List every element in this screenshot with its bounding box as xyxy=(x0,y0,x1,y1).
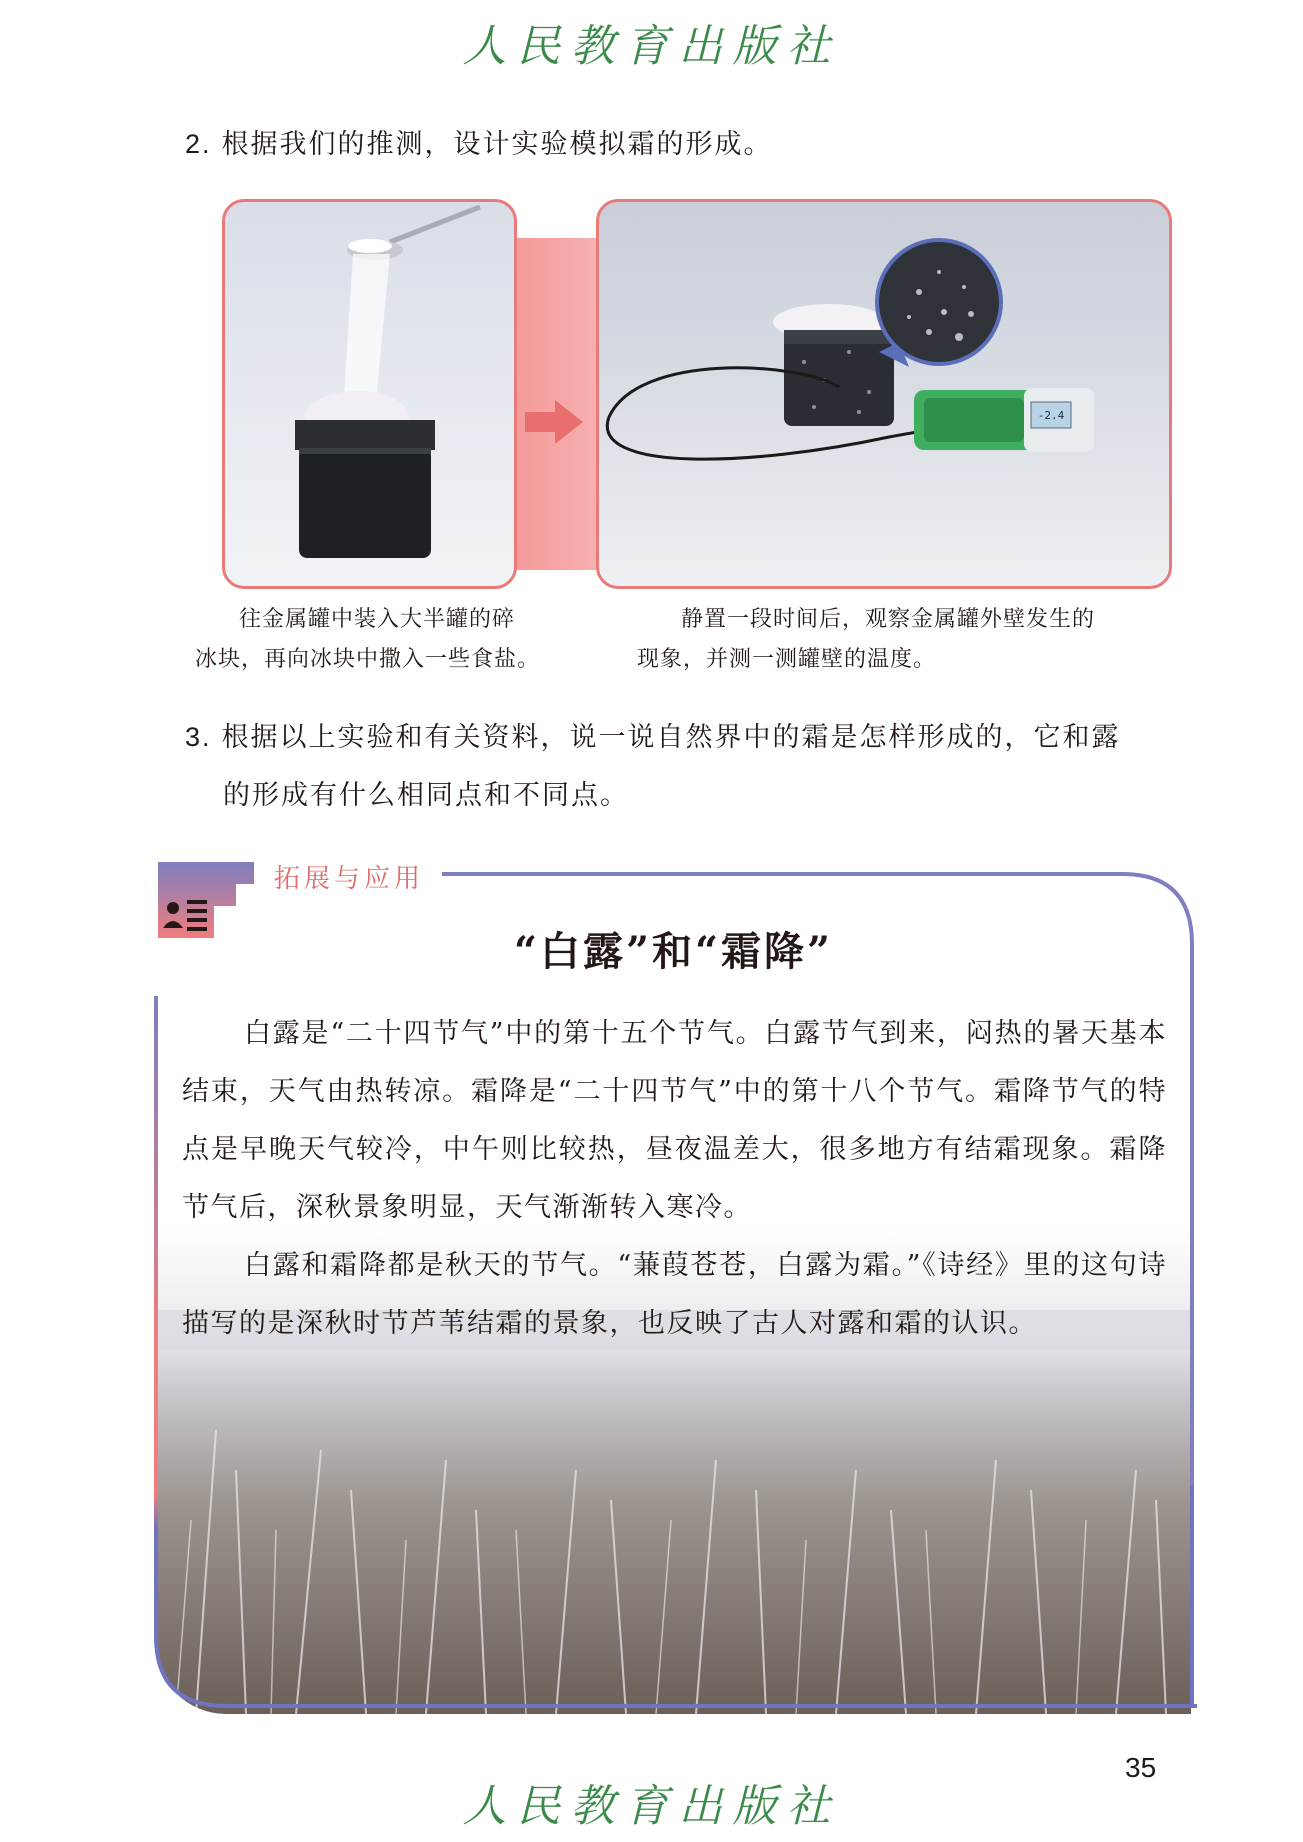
extension-title: “白露”和“霜降” xyxy=(513,928,834,975)
step-3-line-2: 的形成有什么相同点和不同点。 xyxy=(223,780,629,811)
step-3-number: 3. xyxy=(185,722,212,752)
caption-2-line-1: 静置一段时间后，观察金属罐外壁发生的 xyxy=(681,607,1096,632)
caption-step-1 xyxy=(195,600,570,680)
extension-label: 拓展与应用 xyxy=(268,858,430,895)
step-3-line-1: 根据以上实验和有关资料，说一说自然界中的霜是怎样形成的，它和露 xyxy=(221,722,1121,753)
caption-step-2 xyxy=(637,600,1157,680)
step-2-text: 根据我们的推测，设计实验模拟霜的形成。 xyxy=(221,129,773,160)
thermometer-reading: -2.4 xyxy=(1037,409,1065,422)
step-2-number: 2. xyxy=(185,129,212,159)
caption-2-line-2: 现象，并测一测罐壁的温度。 xyxy=(637,647,937,672)
right-arrow-icon xyxy=(525,400,585,444)
publisher-header: 人民教育出版社 xyxy=(462,21,841,72)
caption-1-line-1: 往金属罐中装入大半罐的碎 xyxy=(239,607,516,632)
page-number: 35 xyxy=(1125,1752,1157,1783)
step-2 xyxy=(185,115,1175,174)
publisher-footer: 人民教育出版社 xyxy=(462,1781,841,1832)
caption-1-line-2: 冰块，再向冰块中撒入一些食盐。 xyxy=(195,647,541,672)
step-3 xyxy=(185,708,1175,825)
extension-paragraph-2: 白露和霜降都是秋天的节气。“蒹葭苍苍，白露为霜。”《诗经》里的这句诗描写的是深秋时节芦苇结霜的景象，也反映了古人对露和霜的认识。 xyxy=(182,1250,1167,1339)
extension-paragraph-1: 白露是“二十四节气”中的第十五个节气。白露节气到来，闷热的暑天基本结束，天气由热转凉。霜降是“二十四节气”中的第十八个节气。霜降节气的特点是早晚天气较冷，中午则比较热，昼夜温差大，很多地方有结霜现象。霜降节气后，深秋景象明显，天气渐渐转入寒冷。 xyxy=(182,1018,1167,1223)
photo-measuring-temperature xyxy=(596,199,1172,589)
photo-pouring-salt xyxy=(222,199,517,589)
extension-body xyxy=(182,1005,1167,1353)
